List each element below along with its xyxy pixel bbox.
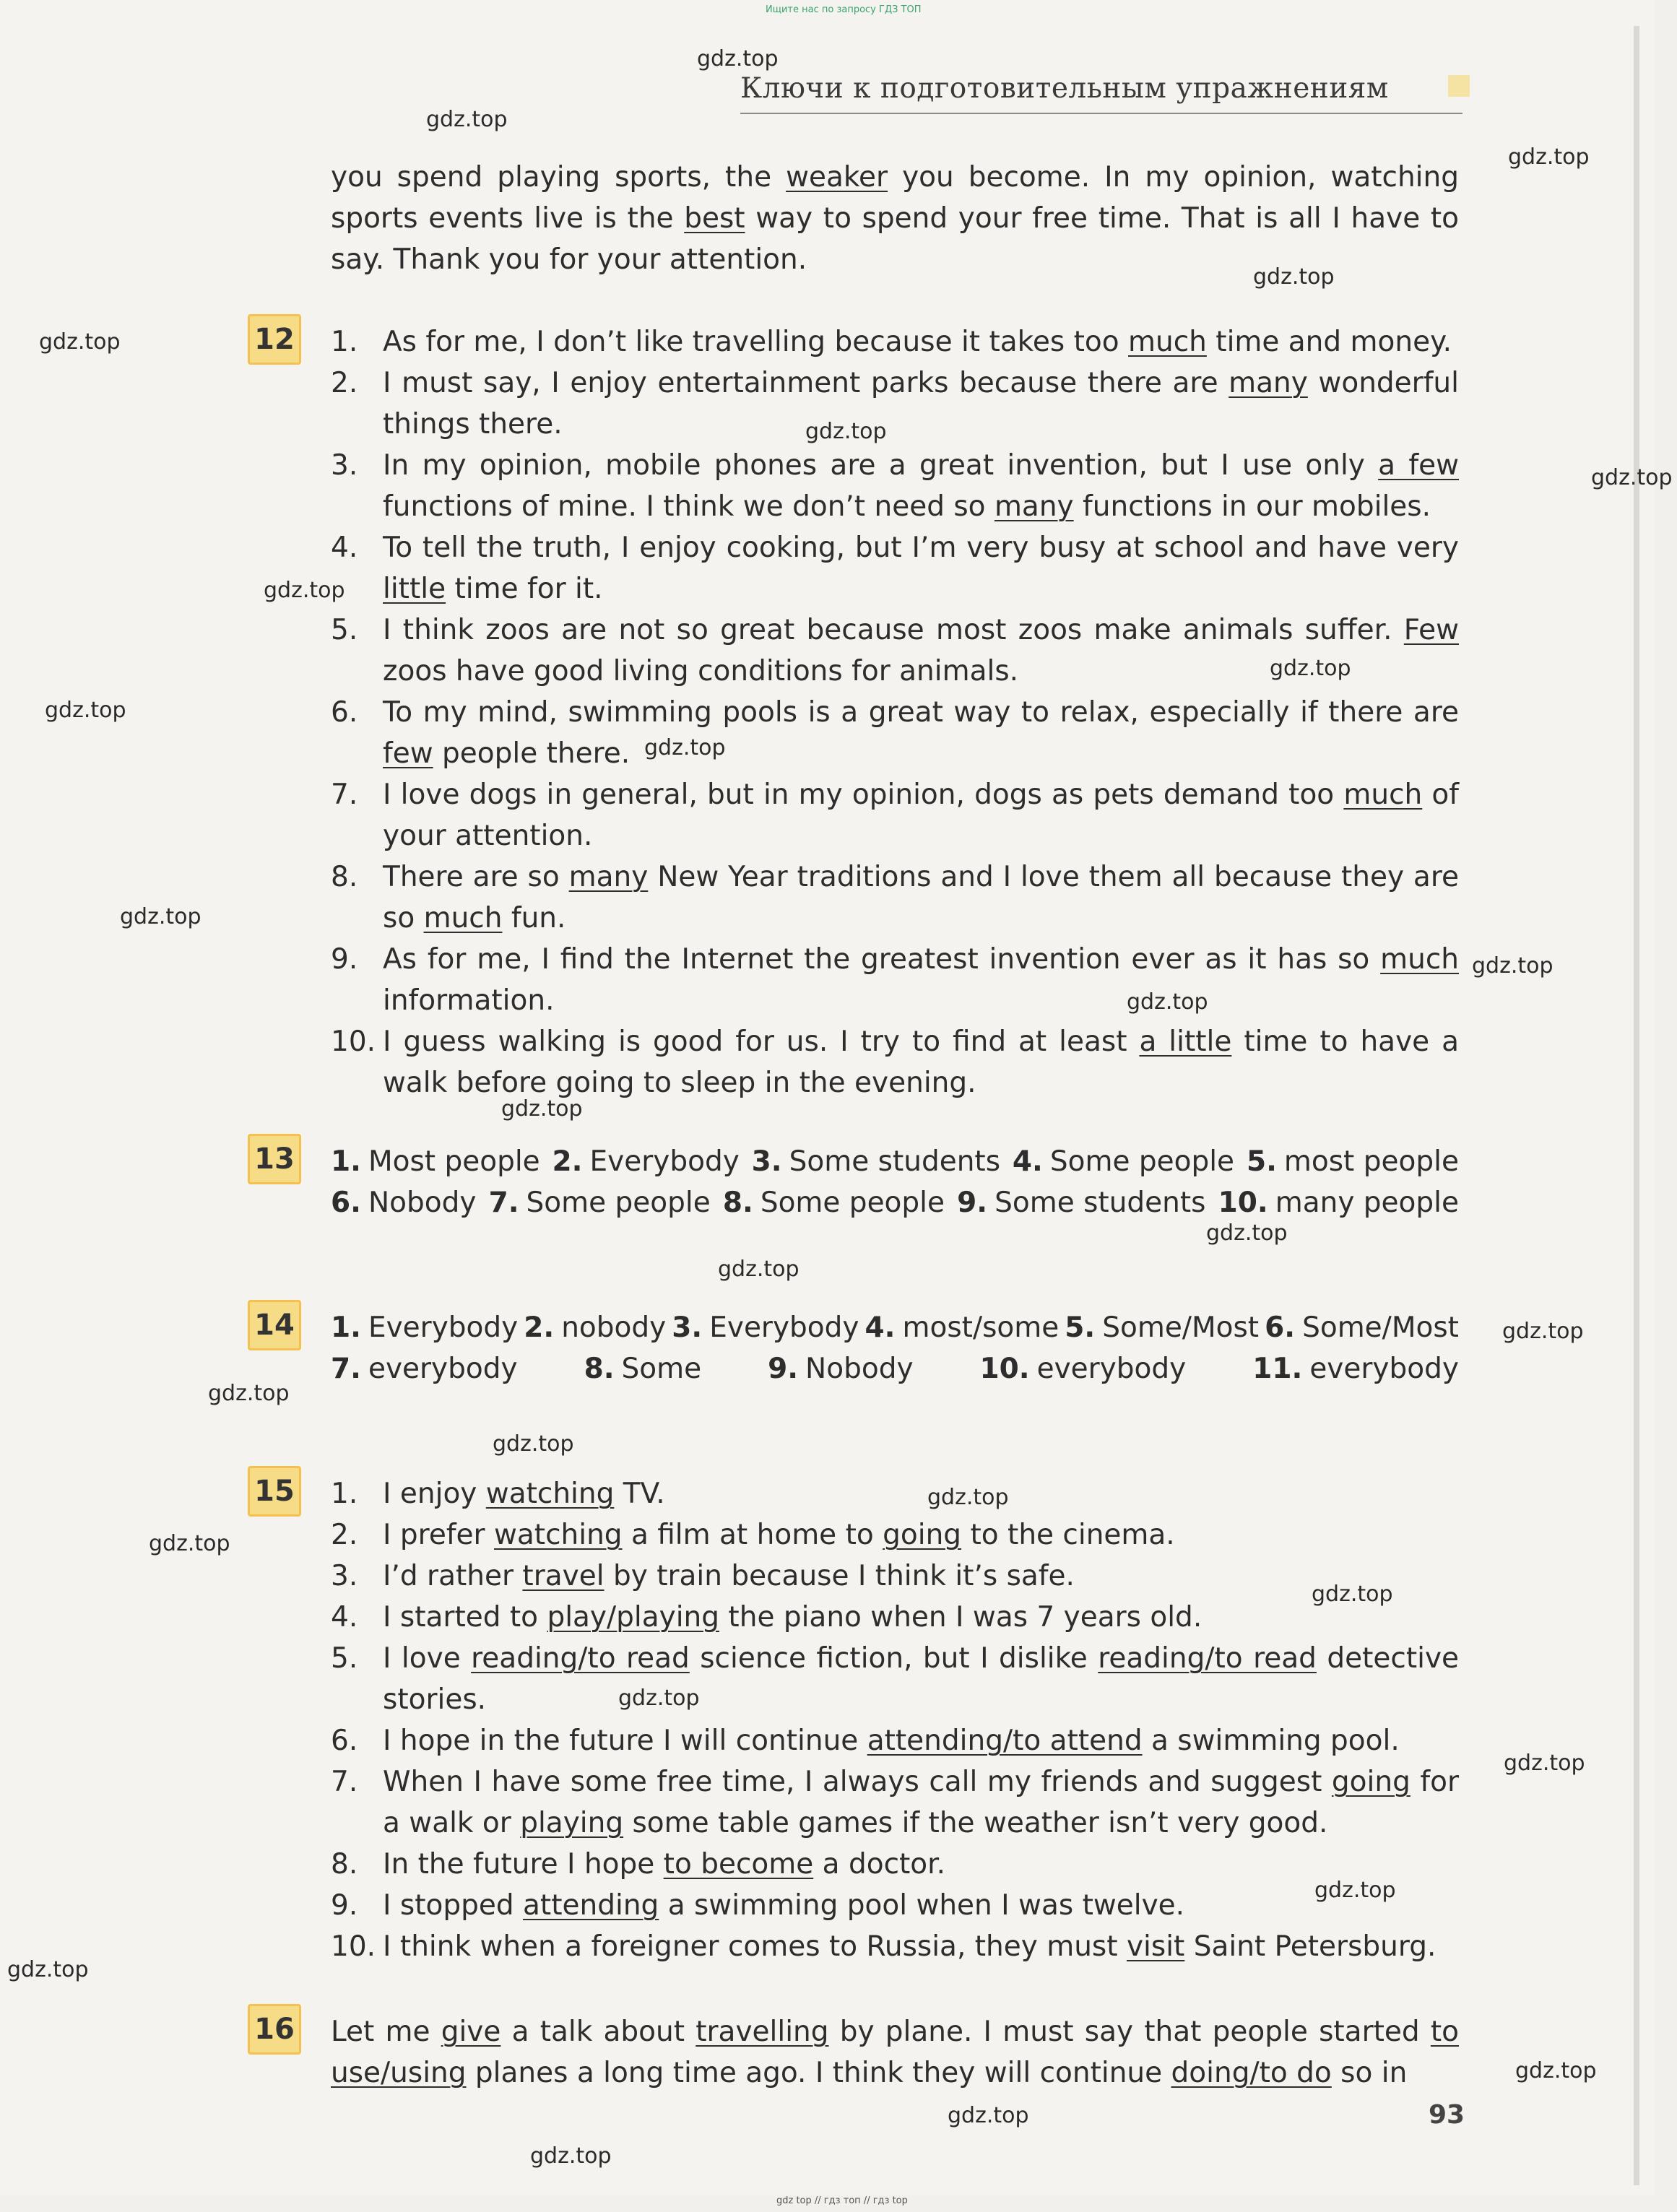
answer-item xyxy=(331,1182,476,1223)
answer-text: Some/Most xyxy=(1302,1311,1459,1344)
answer-word: weaker xyxy=(786,161,888,194)
answer-number: 3. xyxy=(751,1145,782,1178)
watermark: gdz.top xyxy=(530,2143,612,2169)
exercise-14-answers xyxy=(331,1307,1459,1389)
item-text: of your attention. xyxy=(383,778,1459,852)
watermark: gdz.top xyxy=(1515,2058,1597,2083)
item-text: by train because I think it’s safe. xyxy=(604,1560,1075,1592)
answer-item xyxy=(672,1307,859,1348)
list-item xyxy=(331,1638,1459,1720)
item-text: for a walk or xyxy=(383,1766,1460,1839)
item-number: 8. xyxy=(331,1848,358,1881)
answer-text: Everybody xyxy=(368,1311,519,1344)
item-text: time to have a walk before going to sleep in the evening. xyxy=(383,1025,1459,1099)
answer-text: Some students xyxy=(994,1187,1206,1219)
watermark: gdz.top xyxy=(1206,1220,1288,1246)
watermark: gdz.top xyxy=(1253,264,1335,290)
answer-item xyxy=(524,1307,666,1348)
item-number: 3. xyxy=(331,449,358,482)
item-text: I love xyxy=(383,1642,472,1675)
list-item xyxy=(331,1720,1459,1761)
item-text: In my opinion, mobile phones are a great invention, but I use only xyxy=(383,449,1379,482)
answer-item xyxy=(331,1348,518,1389)
watermark: gdz.top xyxy=(208,1381,290,1406)
item-text: a film at home to xyxy=(622,1519,883,1551)
answer-item xyxy=(1013,1141,1234,1182)
answer-word: attending/to attend xyxy=(867,1725,1143,1757)
item-text: fun. xyxy=(502,902,566,934)
exercise-12-list xyxy=(331,321,1459,1103)
answer-text: most/some xyxy=(902,1311,1060,1344)
answer-word: to use/using xyxy=(331,2016,1460,2089)
list-item xyxy=(331,692,1459,774)
answer-word: best xyxy=(684,202,745,235)
answer-item xyxy=(1252,1348,1459,1389)
item-text: I started to xyxy=(383,1601,547,1634)
answer-word: little xyxy=(383,573,446,605)
answer-word: much xyxy=(423,902,503,934)
answer-word: doing/to do xyxy=(1171,2057,1332,2089)
item-number: 9. xyxy=(331,943,358,976)
answer-number: 11. xyxy=(1252,1353,1303,1385)
answer-number: 6. xyxy=(1265,1311,1296,1344)
item-text: I think zoos are not so great because most zoos make animals suffer. xyxy=(383,614,1404,646)
list-item xyxy=(331,1473,1459,1514)
answer-text: Some/Most xyxy=(1102,1311,1260,1344)
answer-text: Everybody xyxy=(709,1311,859,1344)
item-text: New Year traditions and I love them all because they are so xyxy=(383,861,1460,934)
item-number: 5. xyxy=(331,614,358,646)
item-text: a swimming pool when I was twelve. xyxy=(659,1889,1185,1922)
item-text: science fiction, but I dislike xyxy=(689,1642,1098,1675)
watermark: gdz.top xyxy=(1591,465,1673,490)
answer-number: 9. xyxy=(768,1353,799,1385)
answer-item xyxy=(331,1307,518,1348)
item-number: 5. xyxy=(331,1642,358,1675)
list-item xyxy=(331,1926,1459,1967)
answer-number: 8. xyxy=(584,1353,615,1385)
answer-item xyxy=(1247,1141,1459,1182)
answer-word: attending xyxy=(523,1889,659,1922)
watermark: gdz.top xyxy=(493,1431,574,1457)
answer-item xyxy=(1265,1307,1459,1348)
item-text: As for me, I find the Internet the greatest invention ever as it has so xyxy=(383,943,1381,976)
answer-text: Some people xyxy=(760,1187,945,1219)
answer-text: Some people xyxy=(1049,1145,1235,1178)
item-text: a swimming pool. xyxy=(1142,1725,1400,1757)
list-item xyxy=(331,1514,1459,1556)
item-text: the piano when I was 7 years old. xyxy=(719,1601,1202,1634)
item-text: Saint Petersburg. xyxy=(1184,1930,1436,1963)
intro-paragraph: you spend playing sports, the weaker you become. In my opinion, watching sports events live is the best way to spend your free time. That is all I have to say. Thank you for your attention. xyxy=(331,161,1459,276)
list-item xyxy=(331,1885,1459,1926)
item-text: I enjoy xyxy=(383,1478,486,1510)
answer-number: 7. xyxy=(331,1353,361,1385)
list-item xyxy=(331,1021,1459,1103)
answer-word: going xyxy=(883,1519,962,1551)
answer-word: going xyxy=(1331,1766,1410,1798)
answer-number: 2. xyxy=(524,1311,555,1344)
page-header xyxy=(740,72,1462,105)
watermark: gdz.top xyxy=(149,1531,230,1556)
item-text: time and money. xyxy=(1206,326,1452,358)
answer-number: 2. xyxy=(552,1145,583,1178)
list-item xyxy=(331,363,1459,445)
item-text: I’d rather xyxy=(383,1560,523,1592)
header-marker xyxy=(1448,75,1470,97)
exercise-13-badge: 13 xyxy=(248,1134,301,1184)
list-item xyxy=(331,527,1459,610)
watermark: gdz.top xyxy=(501,1096,583,1122)
answer-text: Some people xyxy=(526,1187,711,1219)
answer-word: much xyxy=(1128,326,1207,358)
answer-word: play/playing xyxy=(547,1601,720,1634)
answer-number: 3. xyxy=(672,1311,703,1344)
answer-number: 10. xyxy=(1218,1187,1268,1219)
answer-item xyxy=(584,1348,702,1389)
answer-word: few xyxy=(383,737,433,770)
item-number: 3. xyxy=(331,1560,358,1592)
answer-text: everybody xyxy=(1309,1353,1459,1385)
watermark: gdz.top xyxy=(7,1957,89,1982)
answer-item xyxy=(957,1182,1205,1223)
answer-text: many people xyxy=(1275,1187,1459,1219)
exercise-16-paragraph xyxy=(331,2011,1459,2094)
answer-word: to become xyxy=(663,1848,814,1881)
answer-word: watching xyxy=(485,1478,615,1510)
answer-item xyxy=(723,1182,945,1223)
header-title: Ключи к подготовительным упражнениям xyxy=(740,72,1389,105)
answer-number: 9. xyxy=(957,1187,988,1219)
list-item xyxy=(331,321,1459,363)
answer-word: many xyxy=(568,861,649,893)
item-text: As for me, I don’t like travelling because it takes too xyxy=(383,326,1128,358)
exercise-14-badge: 14 xyxy=(248,1300,301,1350)
bottom-note: gdz top // гдз топ // гдз top xyxy=(776,2195,908,2206)
answer-word: watching xyxy=(493,1519,623,1551)
watermark: gdz.top xyxy=(644,735,726,760)
item-text: I prefer xyxy=(383,1519,494,1551)
answer-item xyxy=(1218,1182,1459,1223)
answer-text: most people xyxy=(1283,1145,1459,1178)
answer-number: 1. xyxy=(331,1311,361,1344)
answer-word: give xyxy=(441,2016,501,2048)
page-number: 93 xyxy=(1429,2100,1465,2130)
paragraph-text: a talk about xyxy=(500,2016,696,2048)
answer-word: travel xyxy=(522,1560,604,1592)
answer-word: reading/to read xyxy=(471,1642,690,1675)
item-text: some table games if the weather isn’t very good. xyxy=(623,1807,1328,1839)
header-rule xyxy=(740,113,1462,114)
answer-word: Few xyxy=(1403,614,1459,646)
item-text: In the future I hope xyxy=(383,1848,664,1881)
item-number: 7. xyxy=(331,778,358,811)
item-text: functions of mine. I think we don’t need so xyxy=(383,490,994,523)
list-item xyxy=(331,856,1459,939)
item-text: a doctor. xyxy=(813,1848,946,1881)
answer-text: everybody xyxy=(368,1353,518,1385)
answer-word: much xyxy=(1380,943,1459,976)
watermark: gdz.top xyxy=(618,1686,700,1711)
list-item xyxy=(331,1761,1459,1844)
answer-word: playing xyxy=(520,1807,624,1839)
item-text: wonderful things there. xyxy=(383,367,1459,441)
item-text: detective stories. xyxy=(383,1642,1460,1716)
item-text: zoos have good living conditions for animals. xyxy=(383,655,1019,688)
item-number: 6. xyxy=(331,696,358,729)
watermark: gdz.top xyxy=(45,698,126,723)
watermark: gdz.top xyxy=(697,46,779,71)
item-text: To my mind, swimming pools is a great way to relax, especially if there are xyxy=(383,696,1459,729)
paragraph-text: by plane. I must say that people started xyxy=(828,2016,1431,2048)
answer-number: 8. xyxy=(722,1187,753,1219)
answer-item xyxy=(552,1141,740,1182)
exercise-16-badge: 16 xyxy=(248,2004,301,2055)
answer-text: Nobody xyxy=(805,1353,914,1385)
watermark: gdz.top xyxy=(1270,656,1351,681)
answer-word: a few xyxy=(1378,449,1459,482)
answer-item xyxy=(1065,1307,1259,1348)
paragraph-text: planes a long time ago. I think they will continue xyxy=(466,2057,1171,2089)
answer-word: visit xyxy=(1126,1930,1185,1963)
list-item xyxy=(331,1556,1459,1597)
item-text: I must say, I enjoy entertainment parks because there are xyxy=(383,367,1229,399)
item-number: 6. xyxy=(331,1725,358,1757)
item-number: 4. xyxy=(331,532,358,564)
answer-text: Some students xyxy=(789,1145,1001,1178)
answer-number: 4. xyxy=(1012,1145,1043,1178)
item-text: people there. xyxy=(433,737,630,770)
watermark: gdz.top xyxy=(1508,144,1590,170)
list-item xyxy=(331,1844,1459,1885)
list-item xyxy=(331,774,1459,856)
answer-text: Most people xyxy=(368,1145,540,1178)
answer-number: 10. xyxy=(979,1353,1030,1385)
answer-word: a little xyxy=(1139,1025,1232,1058)
answer-word: many xyxy=(994,490,1074,523)
item-number: 9. xyxy=(331,1889,358,1922)
answer-item xyxy=(865,1307,1060,1348)
watermark: gdz.top xyxy=(1502,1319,1584,1344)
item-number: 1. xyxy=(331,1478,358,1510)
exercise-13-answers xyxy=(331,1141,1459,1223)
watermark: gdz.top xyxy=(948,2103,1029,2128)
item-text: I hope in the future I will continue xyxy=(383,1725,867,1757)
item-text: There are so xyxy=(383,861,569,893)
watermark: gdz.top xyxy=(120,904,202,929)
item-number: 8. xyxy=(331,861,358,893)
item-text: functions in our mobiles. xyxy=(1073,490,1431,523)
item-text: time for it. xyxy=(446,573,603,605)
item-number: 1. xyxy=(331,326,358,358)
item-text: I stopped xyxy=(383,1889,524,1922)
item-text: I think when a foreigner comes to Russia, they must xyxy=(383,1930,1127,1963)
item-number: 10. xyxy=(331,1930,376,1963)
list-item xyxy=(331,939,1459,1021)
item-number: 7. xyxy=(331,1766,358,1798)
watermark: gdz.top xyxy=(1314,1878,1396,1903)
answer-text: Some xyxy=(621,1353,702,1385)
item-number: 4. xyxy=(331,1601,358,1634)
answer-number: 1. xyxy=(331,1145,361,1178)
answer-number: 7. xyxy=(488,1187,519,1219)
item-number: 2. xyxy=(331,1519,358,1551)
answer-item xyxy=(768,1348,913,1389)
item-text: information. xyxy=(383,984,555,1017)
watermark: gdz.top xyxy=(426,107,508,132)
answer-word: travelling xyxy=(696,2016,829,2048)
watermark: gdz.top xyxy=(39,329,121,355)
watermark: gdz.top xyxy=(1504,1751,1585,1776)
answer-text: Everybody xyxy=(589,1145,740,1178)
paragraph-text: so in xyxy=(1331,2057,1408,2089)
item-text: When I have some free time, I always call my friends and suggest xyxy=(383,1766,1332,1798)
item-number: 10. xyxy=(331,1025,376,1058)
answer-item xyxy=(980,1348,1187,1389)
answer-text: nobody xyxy=(561,1311,667,1344)
watermark: gdz.top xyxy=(927,1485,1009,1510)
item-text: To tell the truth, I enjoy cooking, but I’m very busy at school and have very xyxy=(383,532,1459,564)
answer-number: 5. xyxy=(1246,1145,1277,1178)
item-number: 2. xyxy=(331,367,358,399)
item-text: I guess walking is good for us. I try to find at least xyxy=(383,1025,1140,1058)
item-text: TV. xyxy=(614,1478,665,1510)
answer-word: many xyxy=(1228,367,1308,399)
watermark: gdz.top xyxy=(805,419,887,444)
exercise-15-badge: 15 xyxy=(248,1466,301,1517)
list-item xyxy=(331,1597,1459,1638)
item-text: to the cinema. xyxy=(961,1519,1175,1551)
watermark: gdz.top xyxy=(1127,989,1208,1015)
item-text: I love dogs in general, but in my opinion, dogs as pets demand too xyxy=(383,778,1344,811)
answer-text: Nobody xyxy=(368,1187,477,1219)
answer-number: 5. xyxy=(1065,1311,1096,1344)
top-note: Ищите нас по запросу ГДЗ ТОП xyxy=(766,4,922,15)
exercise-15-list xyxy=(331,1473,1459,1967)
answer-item xyxy=(331,1141,540,1182)
paragraph-text: Let me xyxy=(331,2016,441,2048)
watermark: gdz.top xyxy=(1312,1582,1393,1607)
answer-number: 4. xyxy=(864,1311,896,1344)
answer-item xyxy=(489,1182,711,1223)
answer-word: much xyxy=(1343,778,1423,811)
exercise-12-badge: 12 xyxy=(248,314,301,365)
watermark: gdz.top xyxy=(1472,953,1554,979)
page-edge xyxy=(1634,26,1639,2185)
answer-number: 6. xyxy=(331,1187,361,1219)
watermark: gdz.top xyxy=(264,578,345,603)
answer-word: reading/to read xyxy=(1098,1642,1317,1675)
answer-item xyxy=(752,1141,1000,1182)
list-item xyxy=(331,445,1459,527)
answer-text: everybody xyxy=(1036,1353,1187,1385)
watermark: gdz.top xyxy=(718,1257,800,1282)
